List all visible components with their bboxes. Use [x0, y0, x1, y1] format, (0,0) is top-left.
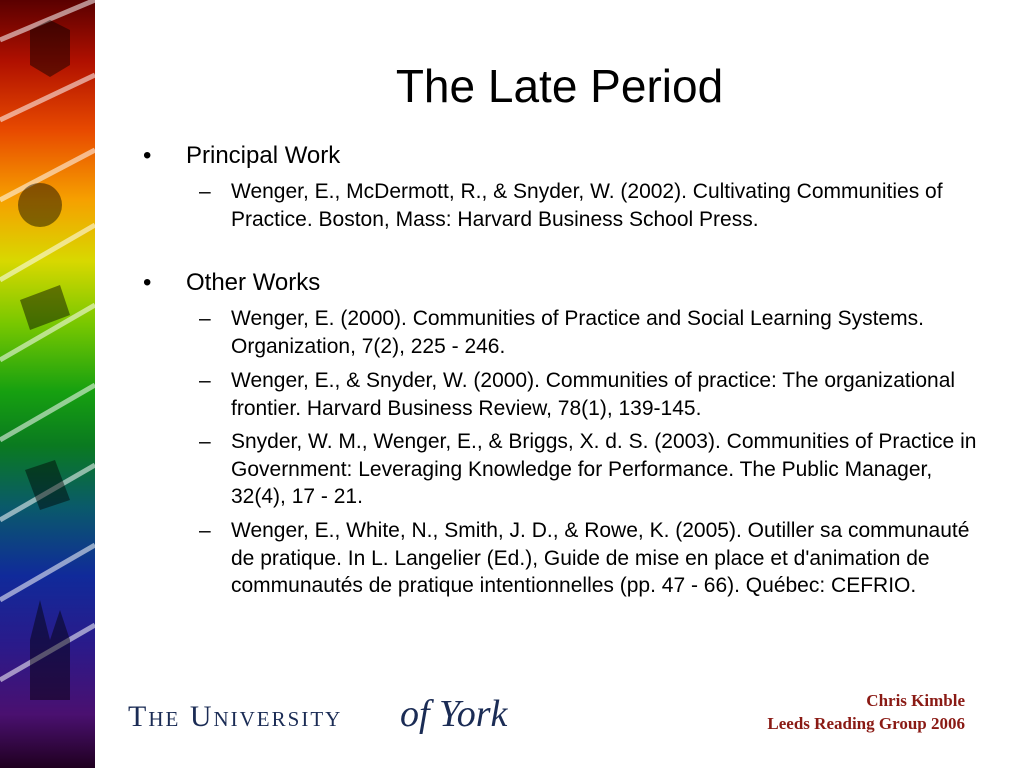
university-of-york-logo [128, 692, 528, 742]
decorative-rainbow-sidebar [0, 0, 95, 768]
footer-author: Chris Kimble [866, 691, 965, 710]
logo-wordmark: The University [128, 700, 343, 733]
reference-text: Wenger, E., McDermott, R., & Snyder, W. (2002). Cultivating Communities of Practice. Boston, Mass: Harvard Business School Press. [231, 180, 943, 231]
bullet-heading: Principal Work [186, 142, 341, 169]
sub-item-other-2 [199, 367, 989, 422]
reference-text: Wenger, E., & Snyder, W. (2000). Communities of practice: The organizational frontier. Harvard Business Review, 78(1), 139-145. [231, 369, 956, 420]
sub-item-other-3 [199, 428, 989, 511]
footer-event: Leeds Reading Group 2006 [767, 714, 965, 733]
sub-item-other-4 [199, 517, 989, 600]
reference-text: Wenger, E. (2000). Communities of Practice and Social Learning Systems. Organization, 7(2), 225 - 246. [231, 307, 924, 358]
slide-footer [767, 689, 965, 735]
reference-text: Wenger, E., White, N., Smith, J. D., & Rowe, K. (2005). Outiller sa communauté de pratique. In L. Langelier (Ed.), Guide de mise en place et d'animation de communautés de pratique intentionnelles (pp. 47 - 66). Québec: CEFRIO. [231, 519, 970, 597]
bullet-mark: • [143, 142, 152, 169]
dash-mark: – [199, 180, 211, 203]
reference-text: Snyder, W. M., Wenger, E., & Briggs, X. d. S. (2003). Communities of Practice in Government: Leveraging Knowledge for Performance. The Public Manager, 32(4), 17 - 21. [231, 430, 977, 508]
bullet-heading: Other Works [186, 269, 321, 296]
slide-title: The Late Period [395, 60, 724, 112]
sub-item-principal-1 [199, 178, 989, 233]
dash-mark: – [199, 369, 211, 392]
sidebar-rays-graphic [0, 0, 95, 768]
sub-item-other-1 [199, 305, 989, 360]
dash-mark: – [199, 307, 211, 330]
dash-mark: – [199, 430, 211, 453]
bullet-mark: • [143, 269, 152, 296]
logo-script: of York [400, 693, 508, 735]
dash-mark: – [199, 519, 211, 542]
